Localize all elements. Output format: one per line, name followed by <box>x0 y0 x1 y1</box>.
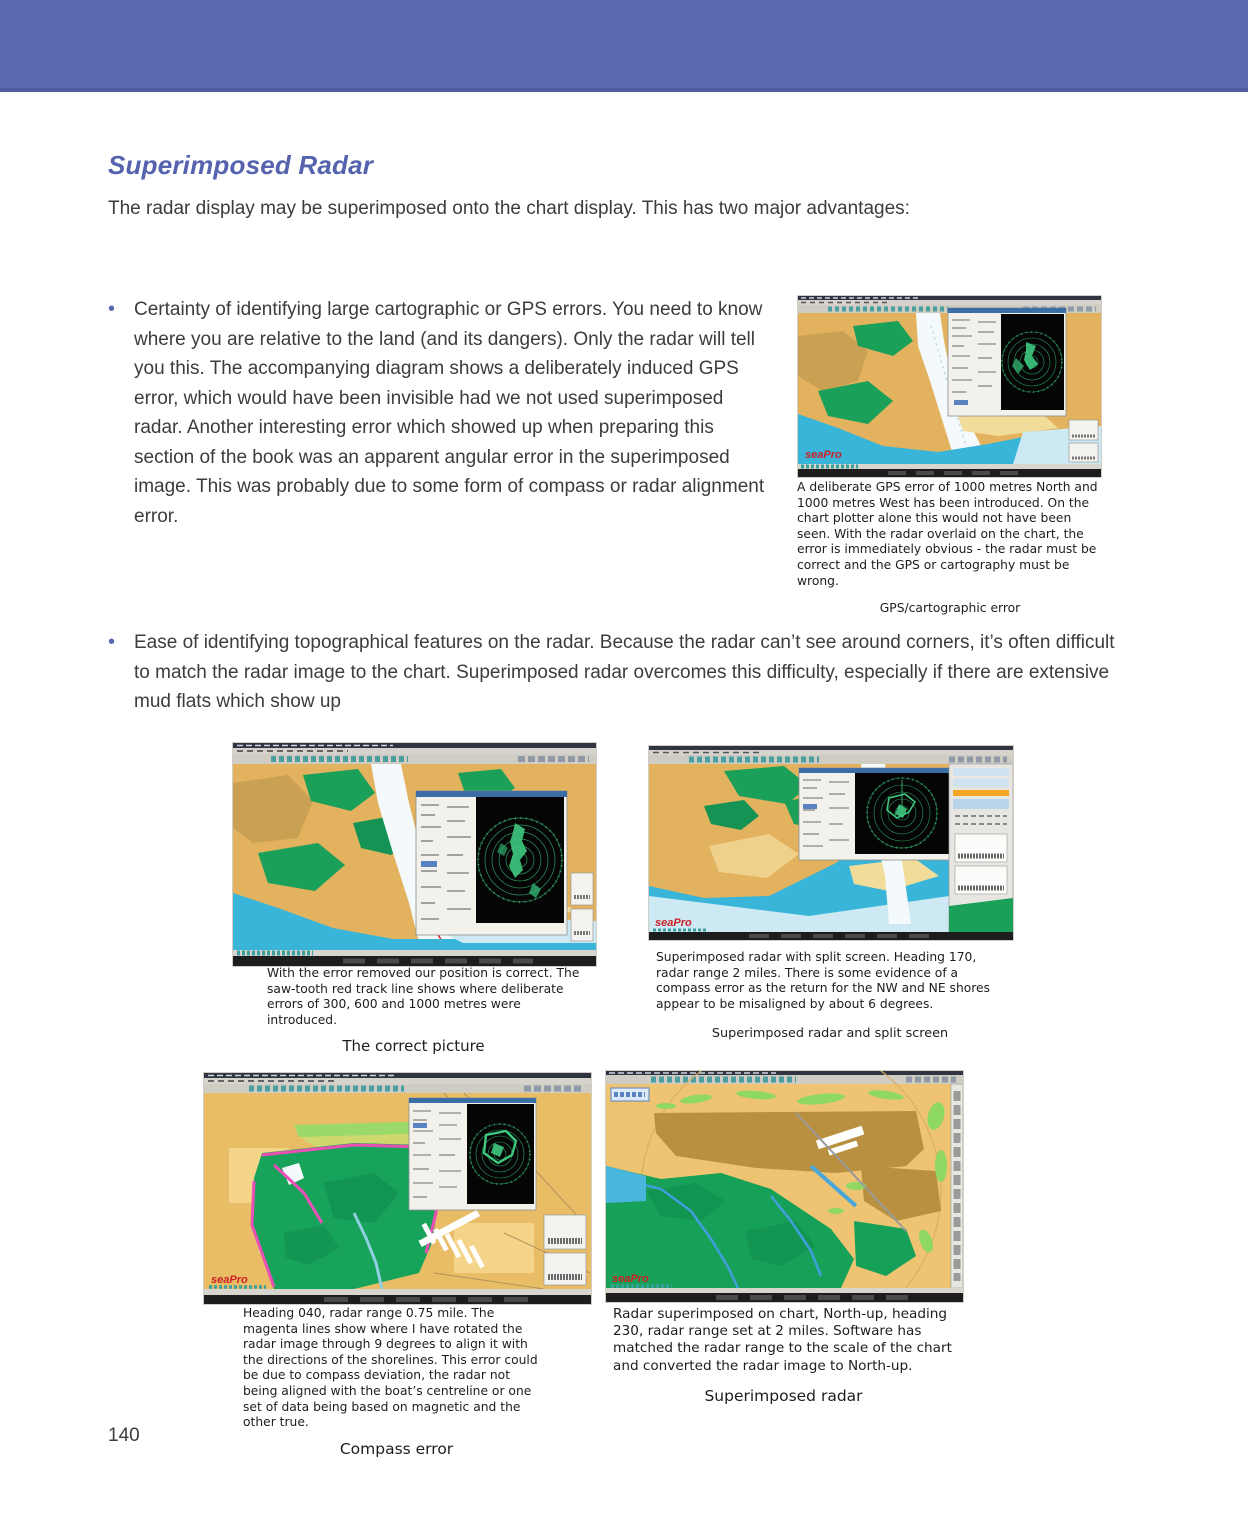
figure-superimposed-radar <box>605 1070 964 1303</box>
radar-dialog <box>409 1098 536 1210</box>
bullet-dot: • <box>108 631 116 653</box>
caption-compass-error <box>203 1306 590 1458</box>
figure-label: GPS/cartographic error <box>879 601 1021 616</box>
split-screen-panel <box>949 764 1013 932</box>
seapro-logo: seaPro <box>655 917 692 929</box>
intro-paragraph: The radar display may be superimposed onto the chart display. This has two major advantages: <box>108 198 910 219</box>
figure-label: Compass error <box>339 1439 454 1458</box>
bullet-item-2 <box>108 628 1118 717</box>
caption-text: Heading 040, radar range 0.75 mile. The magenta lines show where I have rotated the radar image through 9 degrees to align it with the directions of the shorelines. This error could be due to compass deviation, the radar not being aligned with the boat’s centreline or one set of data being based on magnetic and the other true. <box>243 1306 538 1430</box>
caption-text: A deliberate GPS error of 1000 metres North and 1000 metres West has been introduced. On the chart plotter alone this would not have been seen. With the radar overlaid on the chart, the error is immediately obvious - the radar must be correct and the GPS or cartography must be wrong. <box>797 480 1098 588</box>
figure-label: The correct picture <box>342 1037 485 1056</box>
caption-text: Superimposed radar with split screen. Heading 170, radar range 2 miles. There is some evidence of a compass error as the return for the NW and NE shores appear to be misaligned by about 6 degrees. <box>656 950 991 1011</box>
figure-label: Superimposed radar <box>704 1386 863 1405</box>
bullet-2-text: Ease of identifying topographical features on the radar. Because the radar can’t see around corners, it’s often difficult to match the radar image to the chart. Superimposed radar overcomes this difficulty, especially if there are extensive mud flats which show up <box>134 632 1115 712</box>
page-title: Superimposed Radar <box>108 150 374 180</box>
figure-split-screen <box>648 745 1014 941</box>
caption-split-screen <box>648 950 1012 1041</box>
radar-dialog <box>799 768 951 860</box>
figure-gps-cartographic-error <box>797 295 1102 478</box>
radar-dialog <box>948 308 1066 416</box>
seapro-logo: seaPro <box>805 449 842 461</box>
caption-gps-error <box>797 480 1103 615</box>
bullet-item-1 <box>108 295 776 531</box>
caption-correct-picture <box>232 966 595 1055</box>
seapro-logo: seaPro <box>211 1274 248 1286</box>
header-band <box>0 0 1248 92</box>
caption-superimposed-radar <box>605 1306 962 1405</box>
page-number: 140 <box>108 1425 140 1446</box>
caption-text: Radar superimposed on chart, North-up, heading 230, radar range set at 2 miles. Software has matched the radar range to the scale of the chart and converted the radar image to North-up. <box>613 1306 952 1374</box>
figure-label: Superimposed radar and split screen <box>711 1026 949 1042</box>
radar-dialog <box>416 791 567 935</box>
seapro-logo: seaPro <box>612 1273 649 1285</box>
caption-text: With the error removed our position is correct. The saw-tooth red track line shows where deliberate errors of 300, 600 and 1000 metres were introduced. <box>267 966 580 1027</box>
bullet-1-text: Certainty of identifying large cartographic or GPS errors. You need to know where you are relative to the land (and its dangers). Only the radar will tell you this. The accompanying diagram shows a deliberately induced GPS error, which would have been invisible had we not used superimposed radar. Another interesting error which showed up when preparing this section of the book was an apparent angular error in the superimposed image. This was probably due to some form of compass or radar alignment error. <box>134 299 765 527</box>
figure-compass-error <box>203 1072 592 1305</box>
figure-correct-picture <box>232 742 597 967</box>
bullet-dot: • <box>108 298 116 320</box>
